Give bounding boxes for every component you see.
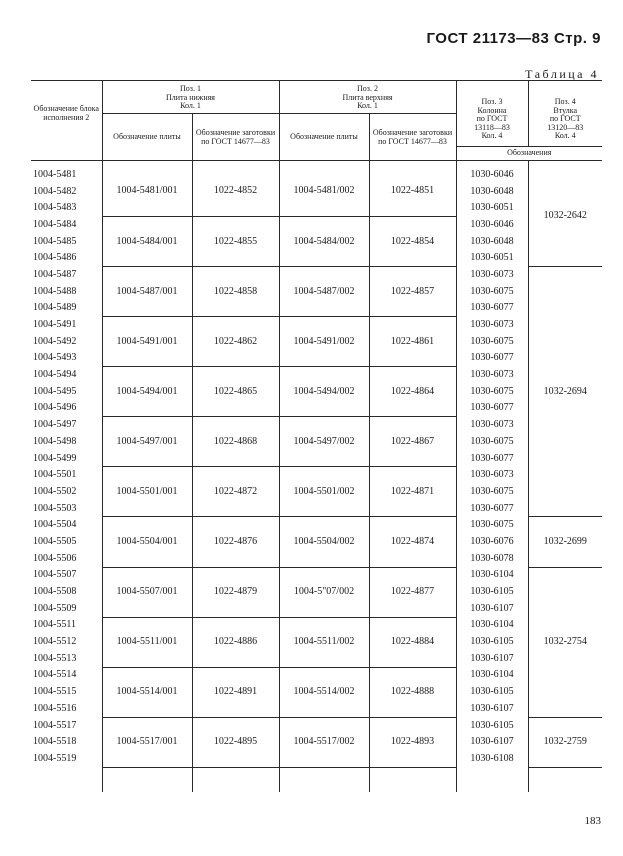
blank1-cell: 1022-4865 — [192, 367, 279, 417]
blank1-cell: 1022-4858 — [192, 267, 279, 317]
blank1-cell: 1022-4886 — [192, 617, 279, 667]
blank2-cell: 1022-4861 — [369, 317, 456, 367]
column-cell: 1030-6075 — [456, 283, 528, 300]
plate2-cell: 1004-5501/002 — [279, 467, 369, 517]
plate1-cell: 1004-5484/001 — [102, 217, 192, 267]
blank2-cell: 1022-4874 — [369, 517, 456, 567]
column-cell: 1030-6104 — [456, 617, 528, 634]
col-header-plate1: Обозначение плиты — [102, 113, 192, 160]
column-cell: 1030-6107 — [456, 734, 528, 751]
column-cell: 1030-6105 — [456, 717, 528, 734]
blank1-cell: 1022-4876 — [192, 517, 279, 567]
block-cell: 1004-5497 — [33, 419, 77, 431]
plate2-cell: 1004-5497/002 — [279, 417, 369, 467]
bushing-cell: 1032-2754 — [528, 567, 602, 717]
block-cell: 1004-5487 — [33, 268, 77, 280]
block-cell: 1004-5519 — [33, 752, 77, 764]
block-cell: 1004-5516 — [33, 702, 77, 714]
column-cell: 1030-6077 — [456, 500, 528, 517]
col-header-pos2: Поз. 2 Плита верхняя Кол. 1 — [279, 81, 456, 114]
plate2-cell: 1004-5491/002 — [279, 317, 369, 367]
column-cell: 1030-6073 — [456, 317, 528, 334]
block-cell: 1004-5505 — [33, 535, 77, 547]
block-cell: 1004-5492 — [33, 335, 77, 347]
column-cell: 1030-6073 — [456, 467, 528, 484]
bushing-cell: 1032-2694 — [528, 267, 602, 517]
blank1-cell: 1022-4868 — [192, 417, 279, 467]
blank1-cell: 1022-4852 — [192, 167, 279, 217]
plate2-cell: 1004-5"07/002 — [279, 567, 369, 617]
plate2-cell: 1004-5484/002 — [279, 217, 369, 267]
column-cell: 1030-6075 — [456, 383, 528, 400]
column-cell: 1030-6105 — [456, 584, 528, 601]
table-row — [31, 167, 602, 184]
block-cell: 1004-5502 — [33, 485, 77, 497]
table-row — [31, 467, 602, 484]
block-cell: 1004-5517 — [33, 719, 77, 731]
block-cell: 1004-5486 — [33, 252, 77, 264]
column-cell: 1030-6075 — [456, 517, 528, 534]
block-cell: 1004-5482 — [33, 185, 77, 197]
col-header-designations: Обозначения — [456, 146, 602, 160]
plate2-cell: 1004-5504/002 — [279, 517, 369, 567]
table-row — [31, 567, 602, 584]
table-row — [31, 317, 602, 334]
column-cell: 1030-6107 — [456, 600, 528, 617]
col-header-plate2: Обозначение плиты — [279, 113, 369, 160]
plate1-cell: 1004-5497/001 — [102, 417, 192, 467]
col-header-blank2: Обозначение заготовки по ГОСТ 14677—83 — [369, 113, 456, 160]
block-cell: 1004-5494 — [33, 369, 77, 381]
block-cell: 1004-5483 — [33, 202, 77, 214]
column-cell: 1030-6077 — [456, 400, 528, 417]
block-cell: 1004-5506 — [33, 552, 77, 564]
plate1-cell: 1004-5517/001 — [102, 717, 192, 767]
bushing-cell: 1032-2699 — [528, 517, 602, 567]
blank1-cell: 1022-4891 — [192, 667, 279, 717]
block-cell: 1004-5489 — [33, 302, 77, 314]
blank2-cell: 1022-4877 — [369, 567, 456, 617]
table-row — [31, 217, 602, 234]
column-cell: 1030-6046 — [456, 217, 528, 234]
blank2-cell: 1022-4871 — [369, 467, 456, 517]
plate1-cell: 1004-5487/001 — [102, 267, 192, 317]
blank2-cell: 1022-4893 — [369, 717, 456, 767]
block-cell: 1004-5481 — [33, 168, 77, 180]
blank2-cell: 1022-4884 — [369, 617, 456, 667]
table-row — [31, 367, 602, 384]
table-row — [31, 517, 602, 534]
table-row — [31, 667, 602, 684]
blank2-cell: 1022-4854 — [369, 217, 456, 267]
plate2-cell: 1004-5514/002 — [279, 667, 369, 717]
plate1-cell: 1004-5491/001 — [102, 317, 192, 367]
column-cell: 1030-6048 — [456, 183, 528, 200]
page-number: 183 — [584, 815, 601, 827]
plate1-cell: 1004-5514/001 — [102, 667, 192, 717]
page-header: ГОСТ 21173—83 Стр. 9 — [426, 30, 601, 47]
block-cell: 1004-5495 — [33, 385, 77, 397]
col-header-blank1: Обозначение заготовки по ГОСТ 14677—83 — [192, 113, 279, 160]
plate2-cell: 1004-5481/002 — [279, 167, 369, 217]
table-tail-row — [31, 767, 602, 792]
blank1-cell: 1022-4879 — [192, 567, 279, 617]
column-cell: 1030-6075 — [456, 434, 528, 451]
plate1-cell: 1004-5511/001 — [102, 617, 192, 667]
block-cell: 1004-5498 — [33, 435, 77, 447]
col-header-block: Обозначение блока исполнения 2 — [31, 81, 102, 161]
block-cell: 1004-5499 — [33, 452, 77, 464]
plate2-cell: 1004-5517/002 — [279, 717, 369, 767]
plate2-cell: 1004-5511/002 — [279, 617, 369, 667]
plate2-cell: 1004-5494/002 — [279, 367, 369, 417]
column-cell: 1030-6077 — [456, 450, 528, 467]
column-cell: 1030-6073 — [456, 267, 528, 284]
block-cell: 1004-5513 — [33, 652, 77, 664]
blank2-cell: 1022-4864 — [369, 367, 456, 417]
table-row — [31, 267, 602, 284]
block-cell: 1004-5491 — [33, 319, 77, 331]
plate1-cell: 1004-5504/001 — [102, 517, 192, 567]
column-cell: 1030-6073 — [456, 417, 528, 434]
column-cell: 1030-6075 — [456, 484, 528, 501]
blank1-cell: 1022-4855 — [192, 217, 279, 267]
column-cell: 1030-6078 — [456, 550, 528, 567]
block-cell: 1004-5501 — [33, 469, 77, 481]
column-cell: 1030-6073 — [456, 367, 528, 384]
column-cell: 1030-6077 — [456, 350, 528, 367]
column-cell: 1030-6107 — [456, 650, 528, 667]
plate2-cell: 1004-5487/002 — [279, 267, 369, 317]
column-cell: 1030-6104 — [456, 667, 528, 684]
column-cell: 1030-6105 — [456, 684, 528, 701]
column-cell: 1030-6104 — [456, 567, 528, 584]
block-cell: 1004-5503 — [33, 502, 77, 514]
block-cell: 1004-5509 — [33, 602, 77, 614]
plate1-cell: 1004-5507/001 — [102, 567, 192, 617]
blank2-cell: 1022-4851 — [369, 167, 456, 217]
blank1-cell: 1022-4872 — [192, 467, 279, 517]
block-cell: 1004-5493 — [33, 352, 77, 364]
column-cell: 1030-6076 — [456, 534, 528, 551]
table-row — [31, 617, 602, 634]
blank1-cell: 1022-4862 — [192, 317, 279, 367]
block-cell: 1004-5514 — [33, 669, 77, 681]
blank1-cell: 1022-4895 — [192, 717, 279, 767]
column-cell: 1030-6107 — [456, 701, 528, 718]
column-cell: 1030-6051 — [456, 250, 528, 267]
table-caption: Таблица 4 — [525, 67, 599, 81]
plate1-cell: 1004-5481/001 — [102, 167, 192, 217]
block-cell: 1004-5507 — [33, 569, 77, 581]
column-cell: 1030-6105 — [456, 634, 528, 651]
col-header-pos3: Поз. 3 Колонна по ГОСТ 13118—83 Кол. 4 — [456, 81, 528, 147]
blank2-cell: 1022-4867 — [369, 417, 456, 467]
column-cell: 1030-6048 — [456, 233, 528, 250]
bushing-cell: 1032-2642 — [528, 167, 602, 267]
block-cell: 1004-5512 — [33, 636, 77, 648]
block-cell: 1004-5515 — [33, 686, 77, 698]
block-cell: 1004-5484 — [33, 218, 77, 230]
plate1-cell: 1004-5494/001 — [102, 367, 192, 417]
column-cell: 1030-6051 — [456, 200, 528, 217]
column-cell: 1030-6075 — [456, 333, 528, 350]
bushing-cell: 1032-2759 — [528, 717, 602, 767]
block-cell: 1004-5504 — [33, 519, 77, 531]
block-cell: 1004-5485 — [33, 235, 77, 247]
block-cell: 1004-5511 — [33, 619, 76, 631]
col-header-pos1: Поз. 1 Плита нижняя Кол. 1 — [102, 81, 279, 114]
column-cell: 1030-6046 — [456, 167, 528, 184]
block-cell: 1004-5488 — [33, 285, 77, 297]
block-cell: 1004-5518 — [33, 736, 77, 748]
table-row — [31, 417, 602, 434]
block-cell: 1004-5508 — [33, 586, 77, 598]
col-header-pos4: Поз. 4 Втулка по ГОСТ 13120—83 Кол. 4 — [528, 81, 602, 147]
plate1-cell: 1004-5501/001 — [102, 467, 192, 517]
column-cell: 1030-6077 — [456, 300, 528, 317]
blank2-cell: 1022-4888 — [369, 667, 456, 717]
blank2-cell: 1022-4857 — [369, 267, 456, 317]
block-cell: 1004-5496 — [33, 402, 77, 414]
data-table — [31, 80, 602, 792]
table-row — [31, 717, 602, 734]
column-cell: 1030-6108 — [456, 751, 528, 768]
